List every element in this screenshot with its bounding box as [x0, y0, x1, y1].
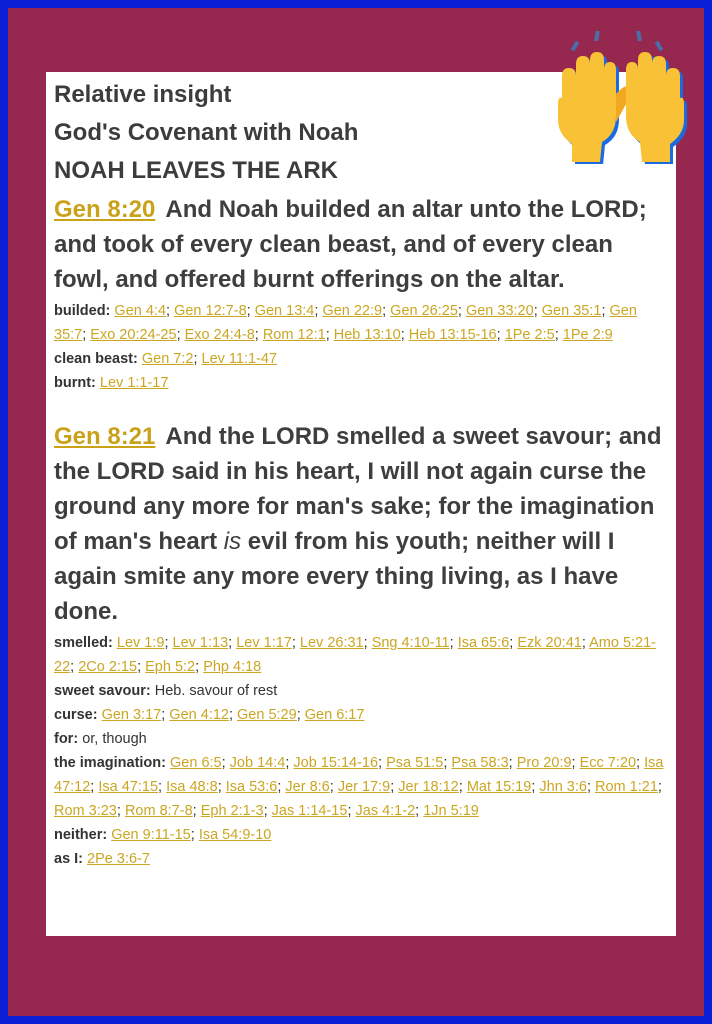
note-line: smelled: Lev 1:9; Lev 1:13; Lev 1:17; Lev 26:31; Sng 4:10-11; Isa 65:6; Ezk 20:41; Amo 5:21-22; 2Co 2:15; Eph 5:2; Php 4:18	[54, 635, 657, 675]
content	[46, 72, 676, 871]
cross-ref-link[interactable]: Psa 58:3	[451, 755, 509, 771]
cross-ref-link[interactable]: Rom 3:23	[54, 803, 117, 819]
note-line	[54, 727, 668, 751]
cross-ref-link[interactable]: Gen 35:1	[541, 303, 602, 319]
note-line	[54, 371, 668, 395]
note-line	[54, 679, 668, 703]
cross-ref-link[interactable]: Lev 1:17	[236, 635, 292, 651]
cross-ref-link[interactable]: Exo 24:4-8	[184, 327, 255, 343]
cross-ref-link[interactable]: Gen 6:5	[170, 755, 222, 771]
note-keyword: the imagination:	[54, 755, 166, 771]
cross-ref-link[interactable]: Psa 51:5	[386, 755, 444, 771]
cross-ref-link[interactable]: Gen 12:7-8	[174, 303, 247, 319]
verse-italic-word: is	[223, 528, 242, 555]
note-keyword: neither:	[54, 827, 108, 843]
cross-ref-link[interactable]: Exo 20:24-25	[90, 327, 177, 343]
section-heading: NOAH LEAVES THE ARK	[54, 157, 339, 184]
cross-ref-link[interactable]: Gen 9:11-15	[111, 827, 191, 843]
cross-ref-link[interactable]: 1Pe 2:5	[504, 327, 555, 343]
cross-ref-link[interactable]: Gen 26:25	[390, 303, 458, 319]
cross-references	[54, 299, 668, 395]
cross-ref-link[interactable]: Jas 4:1-2	[355, 803, 416, 819]
cross-ref-link[interactable]: Rom 12:1	[262, 327, 326, 343]
verse-body-cont: evil from his youth; neither will I again smite any more every thing living, as I have done.	[54, 528, 619, 625]
cross-ref-link[interactable]: Sng 4:10-11	[371, 635, 450, 651]
note-line: neither: Gen 9:11-15; Isa 54:9-10	[54, 827, 272, 843]
cross-ref-link[interactable]: Lev 26:31	[299, 635, 364, 651]
header-title: Relative insight	[54, 81, 232, 108]
cross-ref-link[interactable]: Gen 5:29	[237, 707, 297, 723]
cross-ref-link[interactable]: Rom 1:21	[595, 779, 658, 795]
note-line: the imagination: Gen 6:5; Job 14:4; Job 15:14-16; Psa 51:5; Psa 58:3; Pro 20:9; Ecc 7:20; Isa 47:12; Isa 47:15; Isa 48:8; Isa 53:6; Jer 8:6; Jer 17:9; Jer 18:12; Mat 15:19; Jhn 3:6; Rom 1:21; Rom 3:23; Rom 8:7-8; Eph 2:1-3; Jas 1:14-15; Jas 4:1-2; 1Jn 5:19	[54, 755, 664, 819]
cross-ref-link[interactable]: Lev 1:1-17	[99, 375, 169, 391]
note-keyword: curse:	[54, 707, 98, 723]
cross-ref-link[interactable]: Lev 1:9	[116, 635, 165, 651]
cross-ref-link[interactable]: Gen 6:17	[304, 707, 365, 723]
note-text: Heb. savour of rest	[154, 683, 278, 699]
cross-ref-link[interactable]: Eph 5:2	[145, 659, 196, 675]
note-keyword: as I:	[54, 851, 84, 867]
cross-ref-link[interactable]: Jer 18:12	[398, 779, 459, 795]
cross-ref-link[interactable]: Heb 13:15-16	[408, 327, 497, 343]
note-line: clean beast: Gen 7:2; Lev 11:1-47	[54, 351, 278, 367]
header-subtitle: God's Covenant with Noah	[54, 119, 359, 146]
note-keyword: for:	[54, 731, 79, 747]
note-text: or, though	[82, 731, 147, 747]
raising-hands-icon	[548, 24, 694, 164]
verse-ref-link[interactable]: Gen 8:20	[54, 196, 156, 223]
cross-ref-link[interactable]: Isa 53:6	[225, 779, 278, 795]
cross-ref-link[interactable]: Jas 1:14-15	[271, 803, 348, 819]
note-keyword: clean beast:	[54, 351, 138, 367]
cross-ref-link[interactable]: Pro 20:9	[516, 755, 572, 771]
cross-ref-link[interactable]: Gen 35:7	[54, 303, 637, 343]
cross-ref-link[interactable]: Isa 47:15	[98, 779, 159, 795]
cross-ref-link[interactable]: Gen 13:4	[254, 303, 315, 319]
content-card	[46, 72, 676, 936]
cross-ref-link[interactable]: Isa 47:12	[54, 755, 664, 795]
cross-ref-link[interactable]: 1Pe 2:9	[562, 327, 613, 343]
cross-ref-link[interactable]: 1Jn 5:19	[423, 803, 479, 819]
note-keyword: burnt:	[54, 375, 96, 391]
cross-ref-link[interactable]: Isa 54:9-10	[198, 827, 272, 843]
cross-ref-link[interactable]: Rom 8:7-8	[124, 803, 193, 819]
cross-ref-link[interactable]: Amo 5:21-22	[54, 635, 657, 675]
note-keyword: builded:	[54, 303, 111, 319]
cross-ref-link[interactable]: Jer 17:9	[337, 779, 391, 795]
cross-ref-link[interactable]: Jhn 3:6	[539, 779, 587, 795]
cross-ref-link[interactable]: Gen 3:17	[101, 707, 162, 723]
cross-ref-link[interactable]: Gen 4:4	[114, 303, 167, 319]
cross-ref-link[interactable]: Ecc 7:20	[579, 755, 637, 771]
cross-ref-link[interactable]: Php 4:18	[203, 659, 262, 675]
cross-ref-link[interactable]: Gen 33:20	[465, 303, 534, 319]
cross-ref-link[interactable]: Heb 13:10	[333, 327, 401, 343]
cross-ref-link[interactable]: Mat 15:19	[466, 779, 532, 795]
cross-ref-link[interactable]: Gen 4:12	[169, 707, 229, 723]
cross-ref-link[interactable]: Gen 7:2	[141, 351, 194, 367]
cross-ref-link[interactable]: Gen 22:9	[322, 303, 383, 319]
cross-ref-link[interactable]: Lev 11:1-47	[201, 351, 278, 367]
verse-body: And the LORD smelled a sweet savour; and the LORD said in his heart, I will not again curse the ground any more for man's sake; for the imagination of man's heart	[54, 423, 662, 555]
note-keyword: sweet savour:	[54, 683, 151, 699]
note-keyword: smelled:	[54, 635, 113, 651]
cross-ref-link[interactable]: Isa 48:8	[166, 779, 218, 795]
cross-ref-link[interactable]: 2Pe 3:6-7	[87, 851, 150, 867]
verse-body: And Noah builded an altar unto the LORD; and took of every clean beast, and of every clean fowl, and offered burnt offerings on the altar.	[54, 196, 647, 293]
verses-list	[54, 192, 668, 871]
verse-text	[54, 419, 668, 629]
cross-ref-link[interactable]: Lev 1:13	[172, 635, 229, 651]
cross-ref-link[interactable]: 2Co 2:15	[78, 659, 138, 675]
note-line	[54, 847, 668, 871]
cross-ref-link[interactable]: Eph 2:1-3	[200, 803, 264, 819]
cross-ref-link[interactable]: Ezk 20:41	[517, 635, 582, 651]
verse-ref-link[interactable]: Gen 8:21	[54, 423, 156, 450]
verse-gap	[54, 395, 668, 417]
verse-text	[54, 192, 668, 297]
cross-ref-link[interactable]: Job 14:4	[229, 755, 286, 771]
cross-ref-link[interactable]: Job 15:14-16	[293, 755, 379, 771]
note-line: builded: Gen 4:4; Gen 12:7-8; Gen 13:4; Gen 22:9; Gen 26:25; Gen 33:20; Gen 35:1; Gen 35:7; Exo 20:24-25; Exo 24:4-8; Rom 12:1; Heb 13:10; Heb 13:15-16; 1Pe 2:5; 1Pe 2:9	[54, 303, 637, 343]
cross-references	[54, 631, 668, 871]
note-line: curse: Gen 3:17; Gen 4:12; Gen 5:29; Gen 6:17	[54, 707, 365, 723]
cross-ref-link[interactable]: Jer 8:6	[285, 779, 330, 795]
cross-ref-link[interactable]: Isa 65:6	[457, 635, 510, 651]
